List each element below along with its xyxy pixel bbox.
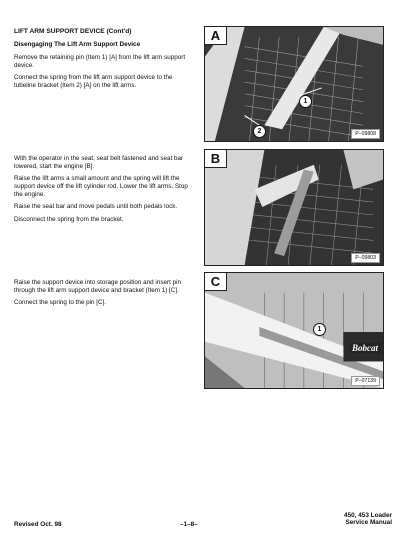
footer-revised-date: Revised Oct. 98 bbox=[14, 521, 62, 528]
step3-paragraph-1: Raise the support device into storage position and insert pin through the lift arm support device and bracket (Item 1) [C]. bbox=[14, 279, 181, 294]
footer-manual-title bbox=[344, 512, 392, 526]
step2-paragraph-3: Raise the seat bar and move pedals until both pedals lock. bbox=[14, 203, 178, 211]
figure-c-letter: C bbox=[205, 273, 227, 291]
step2-paragraph-1: With the operator in the seat, seat belt fastened and seat bar lowered, start the engine [B]. bbox=[14, 155, 184, 170]
figure-b-letter: B bbox=[205, 150, 227, 168]
figure-b-code: P–09803 bbox=[351, 253, 380, 263]
step1-text-block bbox=[14, 28, 190, 95]
step2-text-block bbox=[14, 155, 190, 229]
footer-manual-line-1: 450, 453 Loader bbox=[344, 512, 392, 519]
footer-manual-line-2: Service Manual bbox=[345, 519, 392, 526]
step3-text-block bbox=[14, 279, 190, 312]
figure-a-code: P–09808 bbox=[351, 129, 380, 139]
subsection-title: Disengaging The Lift Arm Support Device bbox=[14, 41, 141, 49]
figure-a-photo bbox=[204, 26, 384, 142]
figure-a-callout-2: 2 bbox=[253, 125, 266, 138]
figure-a-letter: A bbox=[205, 27, 227, 45]
step2-paragraph-2: Raise the lift arms a small amount and the spring will lift the support device off the lift cylinder rod. Lower the lift arms. Stop the engine. bbox=[14, 175, 188, 198]
step1-paragraph-2: Connect the spring from the lift arm support device to the tubeline bracket (Item 2) [A] on the lift arms. bbox=[14, 74, 173, 89]
section-title: LIFT ARM SUPPORT DEVICE (Cont'd) bbox=[14, 28, 132, 35]
figure-a-callout-1: 1 bbox=[299, 95, 312, 108]
step2-paragraph-4: Disconnect the spring from the bracket. bbox=[14, 216, 124, 224]
figure-c-illustration bbox=[205, 273, 383, 388]
step1-paragraph-1: Remove the retaining pin (Item 1) [A] from the lift arm support device. bbox=[14, 53, 186, 69]
figure-c-photo bbox=[204, 272, 384, 389]
figure-c-callout-1: 1 bbox=[313, 323, 326, 336]
bobcat-logo: Bobcat bbox=[349, 343, 381, 353]
figure-b-photo bbox=[204, 149, 384, 266]
step3-paragraph-2: Connect the spring to the pin [C]. bbox=[14, 299, 107, 307]
figure-b-illustration bbox=[205, 150, 383, 265]
figure-c-code: P–07139 bbox=[351, 376, 380, 386]
figure-a-illustration bbox=[205, 27, 383, 141]
footer-page-number: –1–8– bbox=[180, 521, 198, 528]
